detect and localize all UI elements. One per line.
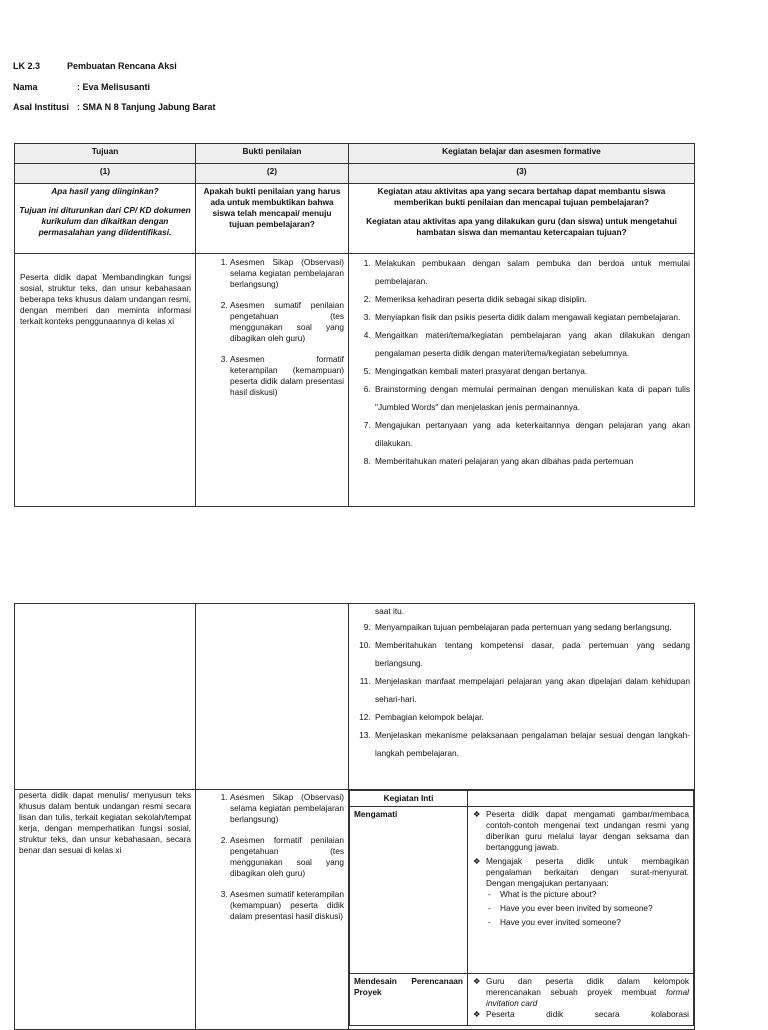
learning-step: 8. Memberitahukan materi pelajaran yang akan dibahas pada pertemuan bbox=[373, 452, 690, 470]
step-8-continued: saat itu. bbox=[375, 606, 405, 616]
continued-tujuan-empty bbox=[15, 604, 196, 790]
row1-tujuan-text: Peserta didik dapat Membandingkan fungsi sosial, struktur teks, dan unsur kebahasaan beberapa teks khusus dalam undangan resmi, dengan memberi dan meminta informasi terkait konteks penggunaannya di kelas xi bbox=[20, 272, 191, 326]
diamond-bullet-icon: ❖ bbox=[473, 809, 481, 819]
learning-step: 10. Memberitahukan tentang kompetensi dasar, pada pertemuan yang sedang berlangsung. bbox=[373, 636, 690, 672]
learning-step: 6. Brainstorming dengan memulai permainan dengan menuliskan kata di papan tulis "Jumbled Words" dan menjelaskan jenis permainannya. bbox=[373, 380, 690, 416]
row2-asesmen-item: 1. Asesmen Sikap (Observasi) selama kegiatan pembelajaran berlangsung) bbox=[230, 792, 344, 825]
learning-step: 9. Menyampaikan tujuan pembelajaran pada pertemuan yang sedang berlangsung. bbox=[373, 618, 690, 636]
question-text: Have you ever been invited by someone? bbox=[500, 903, 653, 913]
learning-step: 3. Menyiapkan fisik dan psikis peserta didik dalam mengawali kegiatan pembelajaran. bbox=[373, 308, 690, 326]
question-item bbox=[488, 903, 689, 914]
name-label: Nama bbox=[13, 82, 38, 92]
proyek-item bbox=[473, 976, 689, 1009]
question-text: Have you ever invited someone? bbox=[500, 917, 621, 927]
tujuan-question-cell bbox=[15, 184, 196, 254]
mengamati-activities bbox=[468, 807, 694, 974]
row1-kegiatan bbox=[349, 254, 695, 507]
learning-step: 4. Mengaitkan materi/tema/kegiatan pembelajaran yang akan dilakukan dengan pengalaman peserta didik dengan materi/tema/kegiatan sebelumnya. bbox=[373, 326, 690, 362]
institution-label: Asal Institusi bbox=[13, 102, 70, 112]
column-header-bukti: Bukti penilaian bbox=[196, 144, 349, 164]
learning-step: 11. Menjelaskan manfaat mempelajari pelajaran yang akan dipelajari dalam kehidupan sehari-hari. bbox=[373, 672, 690, 708]
proyek-item-text: Peserta didik secara kolaborasi bbox=[486, 1009, 689, 1019]
learning-step: 7. Mengajukan pertanyaan yang ada keterkaitannya dengan pelajaran yang akan dilakukan. bbox=[373, 416, 690, 452]
learning-step: 13. Menjelaskan mekanisme pelaksanaan pengalaman belajar sesuai dengan langkah-langkah pembelajaran. bbox=[373, 726, 690, 762]
proyek-label: Mendesain Perencanaan Proyek bbox=[350, 974, 468, 1026]
mengamati-item bbox=[473, 856, 689, 928]
question-item bbox=[488, 917, 689, 928]
kegiatan-inti-cell bbox=[349, 790, 695, 1030]
dash-bullet-icon: - bbox=[488, 903, 491, 913]
learning-step: 2. Memeriksa kehadiran peserta didik sebagai sikap disiplin. bbox=[373, 290, 690, 308]
learning-step: 5. Mengingatkan kembali materi prasyarat dengan bertanya. bbox=[373, 362, 690, 380]
lk-code: LK 2.3 bbox=[13, 61, 41, 71]
proyek-item bbox=[473, 1009, 689, 1020]
diamond-bullet-icon: ❖ bbox=[473, 1009, 481, 1019]
kegiatan-inti-title: Kegiatan Inti bbox=[350, 791, 468, 807]
dash-bullet-icon: - bbox=[488, 917, 491, 927]
action-plan-table-page-1 bbox=[14, 143, 695, 507]
name-value: : Eva Melisusanti bbox=[77, 82, 151, 92]
column-number-2: (2) bbox=[196, 164, 349, 184]
row1-asesmen-item: 3. Asesmen formatif keterampilan (kemampuan) peserta didik dalam presentasi hasil diskusi) bbox=[230, 354, 344, 398]
row1-asesmen-list bbox=[200, 257, 344, 398]
document-title: Pembuatan Rencana Aksi bbox=[67, 61, 177, 71]
row2-tujuan bbox=[15, 790, 196, 1030]
action-plan-table-page-2 bbox=[14, 603, 695, 1030]
row2-asesmen-item: 3. Asesmen sumatif keterampilan (kemampuan) peserta didik dalam presentasi hasil diskusi) bbox=[230, 889, 344, 922]
mengamati-item bbox=[473, 809, 689, 853]
row1-tujuan bbox=[15, 254, 196, 507]
mengamati-label: Mengamati bbox=[350, 807, 468, 974]
question-item bbox=[488, 889, 689, 900]
learning-steps-list-continued bbox=[353, 618, 690, 762]
row1-asesmen bbox=[196, 254, 349, 507]
proyek-item-text: Guru dan peserta didik dalam kelompok merencanakan sebuah proyek membuat bbox=[486, 976, 689, 997]
diamond-bullet-icon: ❖ bbox=[473, 976, 481, 986]
row1-asesmen-item: 2. Asesmen sumatif penilaian pengetahuan (tes menggunakan soal yang dibagikan oleh guru) bbox=[230, 300, 344, 344]
question-list bbox=[486, 889, 689, 928]
proyek-item-italic: formal invitation card bbox=[486, 987, 689, 1008]
learning-step: 12. Pembagian kelompok belajar. bbox=[373, 708, 690, 726]
row1-asesmen-item: 1. Asesmen Sikap (Observasi) selama kegiatan pembelajaran berlangsung) bbox=[230, 257, 344, 290]
kegiatan-question-2: Kegiatan atau aktivitas apa yang dilakukan guru (dan siswa) untuk mengetahui hambatan siswa dan memantau ketercapaian tujuan? bbox=[366, 216, 677, 237]
dash-bullet-icon: - bbox=[488, 889, 491, 899]
mengamati-list bbox=[472, 809, 689, 928]
mengamati-item-text: Peserta didik dapat mengamati gambar/membaca contoh-contoh mengenai text undangan resmi yang diberikan guru melalui layar dengan seksama dan bertanggung jawab. bbox=[486, 809, 689, 852]
row2-asesmen-list bbox=[200, 792, 344, 922]
row2-tujuan-text: peserta didik dapat menulis/ menyusun teks khusus dalam bentuk undangan resmi secara lisan dan tulis, terkait kegiatan sekolah/tempat kerja, dengan memperhatikan fungsi sosial, struktur teks, dan unsur kebahasaan, secara benar dan sesuai di kelas xi bbox=[19, 790, 191, 855]
column-header-tujuan: Tujuan bbox=[15, 144, 196, 164]
question-text: What is the picture about? bbox=[500, 889, 597, 899]
proyek-list bbox=[472, 976, 689, 1020]
kegiatan-inti-title-empty bbox=[468, 791, 694, 807]
row2-asesmen bbox=[196, 790, 349, 1030]
learning-step: 1. Melakukan pembukaan dengan salam pembuka dan berdoa untuk memulai pembelajaran. bbox=[373, 254, 690, 290]
column-number-3: (3) bbox=[349, 164, 695, 184]
tujuan-note: Tujuan ini diturunkan dari CP/ KD dokumen kurikulum dan dikaitkan dengan permasalahan yang diidentifikasi. bbox=[19, 205, 191, 237]
learning-steps-list bbox=[353, 254, 690, 470]
column-header-kegiatan: Kegiatan belajar dan asesmen formative bbox=[349, 144, 695, 164]
proyek-activities bbox=[468, 974, 694, 1026]
institution-value: : SMA N 8 Tanjung Jabung Barat bbox=[77, 102, 216, 112]
bukti-question: Apakah bukti penilaian yang harus ada untuk membuktikan bahwa siswa telah mencapai/ menuju tujuan pembelajaran? bbox=[196, 184, 349, 254]
mengamati-item-text: Mengajak peserta didik untuk membagikan pengalaman berkaitan dengan surat-menyurat. Dengan mengajukan pertanyaan: bbox=[486, 856, 689, 888]
row1-kegiatan-continued bbox=[349, 604, 695, 790]
column-number-1: (1) bbox=[15, 164, 196, 184]
kegiatan-question-1: Kegiatan atau aktivitas apa yang secara bertahap dapat membantu siswa memberikan bukti penilaian dan mencapai tujuan pembelajaran? bbox=[377, 186, 666, 207]
kegiatan-question-cell bbox=[349, 184, 695, 254]
kegiatan-inti-table bbox=[349, 790, 694, 1026]
tujuan-question: Apa hasil yang diinginkan? bbox=[51, 186, 159, 196]
diamond-bullet-icon: ❖ bbox=[473, 856, 481, 866]
row2-asesmen-item: 2. Asesmen formatif penilaian pengetahuan (tes menggunakan soal yang dibagikan oleh guru) bbox=[230, 835, 344, 879]
continued-bukti-empty bbox=[196, 604, 349, 790]
